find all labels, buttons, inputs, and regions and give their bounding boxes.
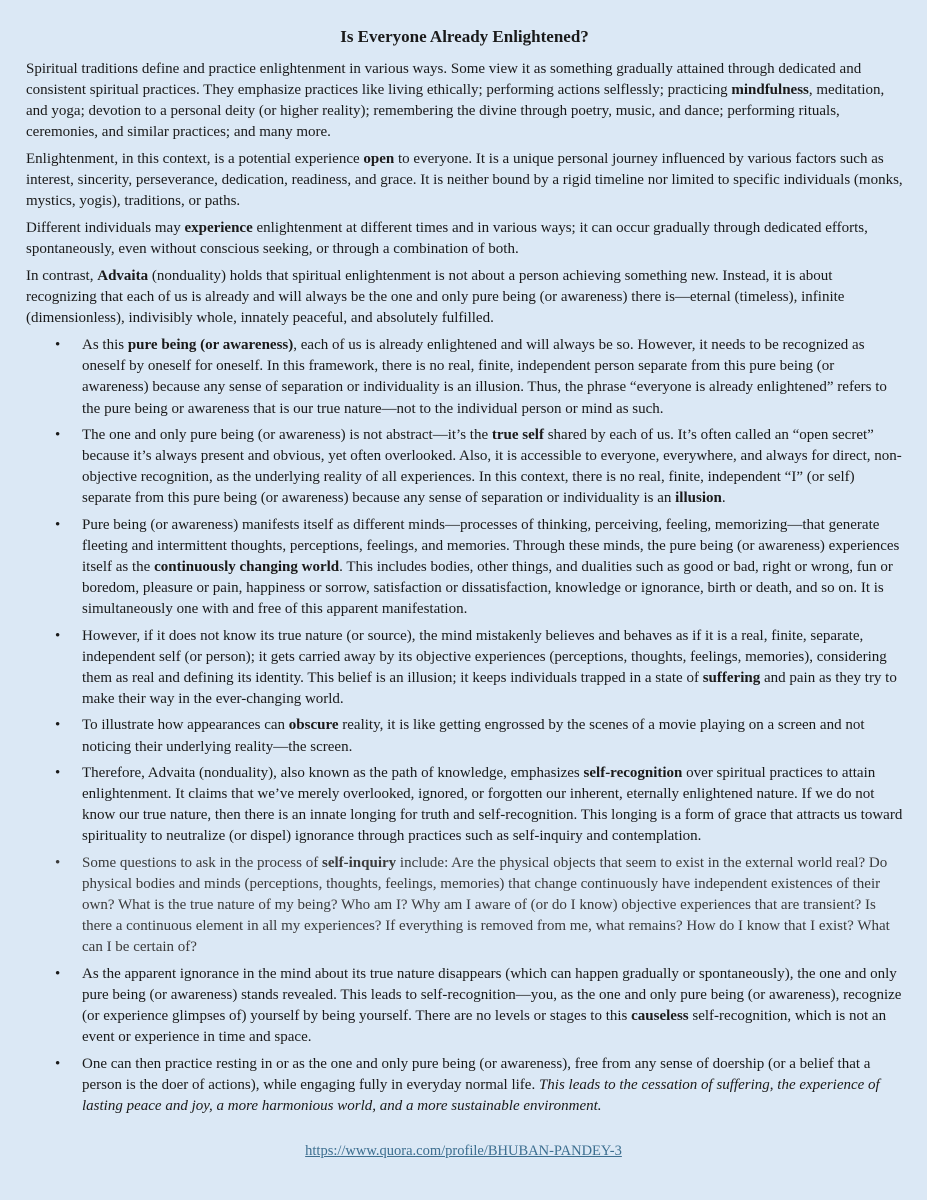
bullet-item: [82, 425, 903, 510]
bullet-list: [26, 335, 903, 1117]
text-run: . This includes bodies, other things, and dualities such as good or bad, right or wrong, fun or boredom, pleasure or pain, happiness or sorrow, satisfaction or dissatisfaction, knowledge or ignorance, birth or death, and so on. It is simultaneously one with and free of this apparent manifestation.: [82, 559, 893, 618]
bullet-item: [82, 715, 903, 757]
text-run: Pure being (or awareness) manifests itself as different minds—processes of thinking, perceiving, feeling, memorizing—that generate fleeting and intermittent thoughts, perceptions, feelings, and memories. Through these minds, the pure being (or awareness) experiences itself as the: [82, 516, 900, 576]
bold-term: mindfulness: [731, 82, 809, 98]
text-run: include: Are the physical objects that seem to exist in the external world real? Do physical bodies and minds (perceptions, thoughts, feelings, memories) that change continuously have independent existences of their own? What is the true nature of my being? Who am I? Why am I aware of (or do I know) objective experiences that are transient? Is there a continuous element in all my experiences? If everything is removed from me, what remains? How do I know that I exist? What can I be certain of?: [82, 854, 890, 956]
bullet-item: [82, 1054, 903, 1118]
text-run: The one and only pure being (or awareness) is not abstract—it’s the: [82, 426, 492, 443]
bold-term: Advaita: [97, 268, 149, 284]
text-run: To illustrate how appearances can: [82, 717, 289, 734]
bold-term: obscure: [288, 717, 339, 734]
italic-text: This leads to the cessation of suffering, the experience of lasting peace and joy, a more harmonious world, and a more sustainable environment.: [82, 1076, 880, 1114]
text-run: to everyone. It is a unique personal journey influenced by various factors such as interest, sincerity, perseverance, dedication, readiness, and grace. It is neither bound by a rigid timeline nor limited to specific individuals (monks, mystics, yogis), traditions, or paths.: [26, 151, 903, 209]
text-run: , meditation, and yoga; devotion to a personal deity (or higher reality); remembering the divine through poetry, music, and dance; performing rituals, ceremonies, and similar practices; and many more.: [26, 82, 885, 140]
bullet-item: [82, 853, 903, 959]
text-run: reality, it is like getting engrossed by the scenes of a movie playing on a screen and not noticing their underlying reality—the screen.: [82, 717, 865, 755]
text-run: As the apparent ignorance in the mind about its true nature disappears (which can happen gradually or spontaneously), the one and only pure being (or awareness) stands revealed. This leads to self-recognition—you, as the one and only pure being (or awareness), recognize (or experience glimpses of) yourself by being yourself. There are no levels or stages to this: [82, 965, 902, 1025]
bold-term: causeless: [631, 1008, 689, 1025]
document-title: Is Everyone Already Enlightened?: [340, 27, 589, 46]
text-run: Spiritual traditions define and practice enlightenment in various ways. Some view it as something gradually attained through dedicated and consistent spiritual practices. They emphasize practices like living ethically; performing actions selflessly; practicing: [26, 61, 862, 98]
text-run: One can then practice resting in or as the one and only pure being (or awareness), free from any sense of doership (or a belief that a person is the doer of actions), while engaging fully in everyday normal life.: [82, 1055, 871, 1093]
bold-term: self-recognition: [583, 764, 683, 781]
text-run: enlightenment at different times and in various ways; it can occur gradually through dedicated efforts, spontaneously, even without conscious seeking, or through a combination of both.: [26, 220, 868, 257]
bold-term: continuously changing world: [154, 559, 340, 576]
bold-term: pure being (or awareness): [127, 337, 294, 353]
text-run: over spiritual practices to attain enlightenment. It claims that we’ve merely overlooked, ignored, or forgotten our inherent, eternally enlightened nature. If we do not know our true nature, then there is an innate longing for truth and self-recognition. This longing is a form of grace that attracts us toward spirituality to neutralize (or dispel) ignorance through practices such as self-inquiry and contemplation.: [82, 764, 903, 845]
bold-term: open: [363, 151, 395, 167]
text-run: As this: [82, 337, 128, 353]
text-run: Different individuals may: [26, 220, 185, 236]
bullet-item: [82, 763, 903, 848]
text-run: Some questions to ask in the process of: [82, 854, 322, 871]
bold-term: true self: [491, 426, 544, 443]
text-run: In contrast,: [26, 268, 98, 284]
text-run: (nonduality) holds that spiritual enlightenment is not about a person achieving something new. Instead, it is about recognizing that each of us is already and will always be the one and only pure being (or awareness) there is—eternal (timeless), infinite (dimensionless), indivisibly whole, innately peaceful, and absolutely fulfilled.: [26, 268, 845, 326]
bullet-item: [82, 335, 903, 420]
footer: [0, 1143, 927, 1160]
bold-term: experience: [184, 220, 253, 236]
text-run: .: [721, 490, 726, 507]
paragraph: [26, 149, 903, 212]
paragraph: [26, 266, 903, 329]
bullet-item: [82, 964, 903, 1049]
text-run: Enlightenment, in this context, is a potential experience: [26, 151, 364, 167]
profile-link[interactable]: https://www.quora.com/profile/BHUBAN-PANDEY-3: [305, 1143, 622, 1159]
paragraph: [26, 59, 903, 143]
intro-section: [26, 59, 903, 329]
text-run: Therefore, Advaita (nonduality), also known as the path of knowledge, emphasizes: [82, 764, 584, 781]
bold-term: illusion: [675, 490, 722, 507]
bullet-item: [82, 515, 903, 621]
text-run: self-recognition, which is not an event or experience in time and space.: [82, 1008, 887, 1046]
text-run: However, if it does not know its true nature (or source), the mind mistakenly believes and behaves as if it is a real, finite, separate, independent self (or person); it gets carried away by its objective experiences (perceptions, thoughts, feelings, memories), considering them as real and defining its identity. This belief is an illusion; it keeps individuals trapped in a state of: [82, 627, 887, 687]
paragraph: [26, 218, 903, 260]
text-run: shared by each of us. It’s often called an “open secret” because it’s always present and obvious, yet often overlooked. Also, it is accessible to everyone, everywhere, and always for direct, non-objective recognition, as the underlying reality of all experiences. In this context, there is no real, finite, independent “I” (or self) separate from this pure being (or awareness) because any sense of separation or individuality is an: [82, 426, 902, 507]
text-run: and pain as they try to make their way in the ever-changing world.: [82, 670, 897, 708]
bullet-item: [82, 626, 903, 711]
bold-term: suffering: [702, 670, 761, 687]
text-run: , each of us is already enlightened and will always be so. However, it needs to be recognized as oneself by oneself for oneself. In this framework, there is no real, finite, independent person separate from this pure being (or awareness) because any sense of separation or individuality is an illusion. Thus, the phrase “everyone is already enlightened” refers to the pure being or awareness that is our true nature—not to the individual person or mind as such.: [82, 337, 887, 417]
bold-term: self-inquiry: [321, 854, 397, 871]
